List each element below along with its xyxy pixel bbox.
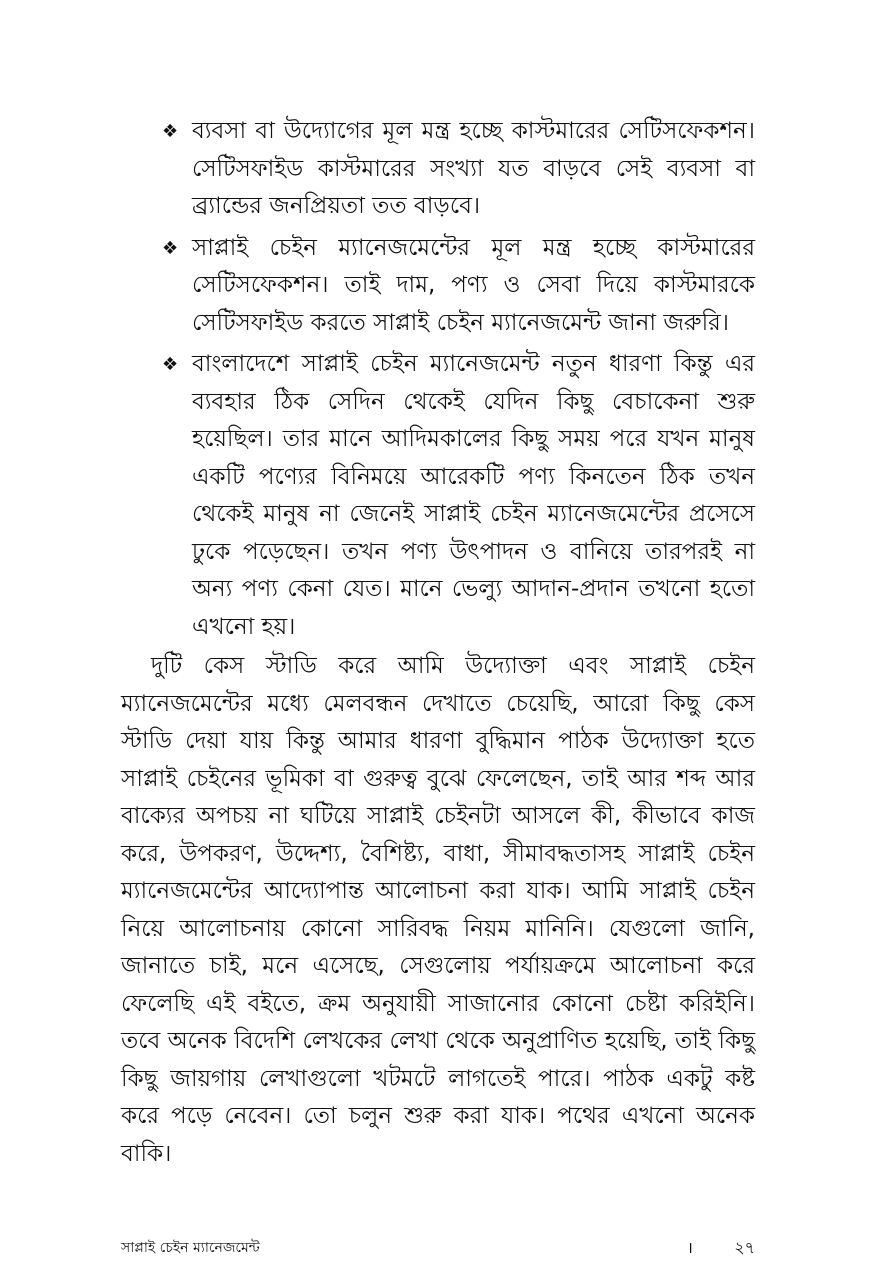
bullet-list	[160, 113, 755, 650]
bullet-text: বাংলাদেশে সাপ্লাই চেইন ম্যানেজমেন্ট নতুন ধারণা কিন্তু এর ব্যবহার ঠিক সেদিন থেকেই যেদিন কিছু বেচাকেনা শুরু হয়েছিল। তার মানে আদিমকালের কিছু সময় পরে যখন মানুষ একটি পণ্যের বিনিময়ে আরেকটি পণ্য কিনতেন ঠিক তখন থেকেই মানুষ না জেনেই সাপ্লাই চেইন ম্যানেজমেন্টের প্রসেসে ঢুকে পড়েছেন। তখন পণ্য উৎপাদন ও বানিয়ে তারপরই না অন্য পণ্য কেনা যেত। মানে ভেল্যু আদান-প্রদান তখনো হতো এখনো হয়।	[192, 351, 755, 640]
diamond-bullet-icon: ❖	[162, 237, 179, 259]
bullet-item	[160, 346, 755, 646]
footer-separator: ।	[686, 1238, 693, 1257]
bullet-text: সাপ্লাই চেইন ম্যানেজমেন্টের মূল মন্ত্র হচ্ছে কাস্টমারের সেটিসফেকশন। তাই দাম, পণ্য ও সেবা দিয়ে কাস্টমারকে সেটিসফাইড করতে সাপ্লাই চেইন ম্যানেজমেন্ট জানা জরুরি।	[192, 234, 755, 336]
diamond-bullet-icon: ❖	[162, 354, 179, 375]
bullet-item	[160, 230, 755, 343]
bullet-item	[160, 113, 755, 226]
diamond-bullet-icon: ❖	[162, 121, 179, 142]
bullet-text: ব্যবসা বা উদ্যোগের মূল মন্ত্র হচ্ছে কাস্টমারের সেটিসফেকশন। সেটিসফাইড কাস্টমারের সংখ্যা যত বাড়বে সেই ব্যবসা বা ব্র্যান্ডের জনপ্রিয়তা তত বাড়বে।	[192, 118, 755, 219]
body-paragraph: দুটি কেস স্টাডি করে আমি উদ্যোক্তা এবং সাপ্লাই চেইন ম্যানেজমেন্টের মধ্যে মেলবন্ধন দেখাতে চেয়েছি, আরো কিছু কেস স্টাডি দেয়া যায় কিন্তু আমার ধারণা বুদ্ধিমান পাঠক উদ্যোক্তা হতে সাপ্লাই চেইনের ভূমিকা বা গুরুত্ব বুঝে ফেলেছেন, তাই আর শব্দ আর বাক্যের অপচয় না ঘটিয়ে সাপ্লাই চেইনটা আসলে কী, কীভাবে কাজ করে, উপকরণ, উদ্দেশ্য, বৈশিষ্ট্য, বাধা, সীমাবদ্ধতাসহ সাপ্লাই চেইন ম্যানেজমেন্টের আদ্যোপান্ত আলোচনা করা যাক। আমি সাপ্লাই চেইন নিয়ে আলোচনায় কোনো সারিবদ্ধ নিয়ম মানিনি। যেগুলো জানি, জানাতে চাই, মনে এসেছে, সেগুলোয় পর্যায়ক্রমে আলোচনা করে ফেলেছি এই বইতে, ক্রম অনুযায়ী সাজানোর কোনো চেষ্টা করিইনি। তবে অনেক বিদেশি লেখকের লেখা থেকে অনুপ্রাণিত হয়েছি, তাই কিছু কিছু জায়গায় লেখাগুলো খটমটে লাগতেই পারে। পাঠক একটু কষ্ট করে পড়ে নেবেন। তো চলুন শুরু করা যাক। পথের এখনো অনেক বাকি।	[121, 653, 755, 1167]
running-footer-title: সাপ্লাই চেইন ম্যানেজমেন্ট	[121, 1240, 260, 1256]
page-footer	[121, 1236, 755, 1260]
page-number: ২৭	[734, 1238, 755, 1257]
